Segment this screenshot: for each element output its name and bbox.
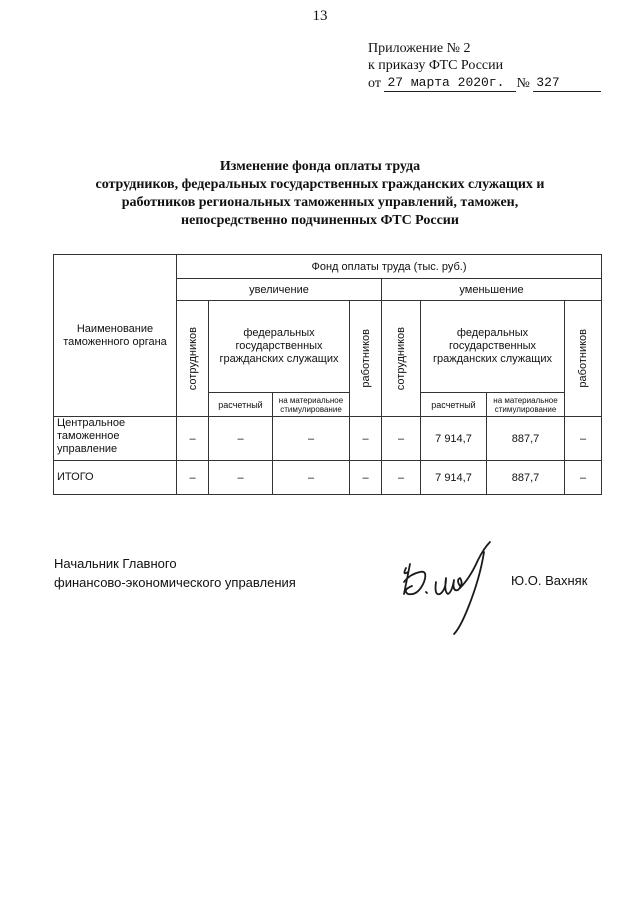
signature-stroke-initial bbox=[404, 564, 425, 594]
row-name: Центральное таможенное управление bbox=[54, 417, 177, 461]
title-line-1: Изменение фонда оплаты труда bbox=[219, 159, 421, 174]
table-row bbox=[54, 417, 602, 461]
cell-decrease-workers: – bbox=[565, 417, 602, 461]
header-increase-officers-text: сотрудников bbox=[186, 326, 199, 391]
cell-total-increase-incentive: – bbox=[273, 461, 350, 495]
signature-stroke-tail bbox=[454, 542, 490, 634]
signatory-position-line-2: финансово-экономического управления bbox=[54, 575, 296, 590]
signatory-position-line-1: Начальник Главного bbox=[54, 556, 177, 571]
cell-total-decrease-incentive: 887,7 bbox=[487, 461, 565, 495]
appendix-title: Приложение № 2 bbox=[368, 41, 471, 56]
header-increase-incentive: на материальное стимулирование bbox=[273, 393, 350, 417]
order-date: 27 марта 2020г. bbox=[384, 74, 516, 92]
header-customs-body-name: Наименование таможенного органа bbox=[54, 255, 177, 417]
appendix-block bbox=[368, 40, 601, 92]
cell-increase-calculated: – bbox=[209, 417, 273, 461]
title-line-2: сотрудников, федеральных государственных гражданских служащих и bbox=[95, 177, 545, 192]
cell-decrease-officers: – bbox=[382, 417, 421, 461]
signature-stroke-loop bbox=[436, 578, 462, 594]
from-label: от bbox=[368, 76, 381, 91]
header-increase-workers bbox=[350, 301, 382, 417]
appendix-date-line bbox=[368, 74, 601, 92]
header-increase-workers-text: работников bbox=[359, 329, 372, 388]
header-decrease-officers-text: сотрудников bbox=[395, 326, 407, 391]
table-row-total bbox=[54, 461, 602, 495]
number-label: № bbox=[516, 76, 530, 91]
cell-total-increase-officers: – bbox=[177, 461, 209, 495]
header-decrease-calculated: расчетный bbox=[421, 393, 487, 417]
header-decrease-workers bbox=[565, 301, 602, 417]
header-decrease-officers bbox=[382, 301, 421, 417]
handwritten-signature bbox=[398, 538, 508, 638]
header-increase-calculated: расчетный bbox=[209, 393, 273, 417]
header-increase-civil-servants: федеральных государственных гражданских служащих bbox=[209, 301, 350, 393]
header-decrease: уменьшение bbox=[382, 279, 602, 301]
signatory-name: Ю.О. Вахняк bbox=[511, 573, 588, 588]
header-increase-officers bbox=[177, 301, 209, 417]
cell-increase-workers: – bbox=[350, 417, 382, 461]
payroll-fund-table bbox=[53, 254, 602, 495]
header-decrease-civil-servants: федеральных государственных гражданских служащих bbox=[421, 301, 565, 393]
title-line-3: работников региональных таможенных управлений, таможен, bbox=[121, 195, 519, 210]
header-decrease-workers-text: работников bbox=[577, 329, 589, 388]
cell-increase-incentive: – bbox=[273, 417, 350, 461]
title-line-4: непосредственно подчиненных ФТС России bbox=[181, 213, 459, 228]
page-number: 13 bbox=[312, 8, 328, 24]
cell-total-increase-calculated: – bbox=[209, 461, 273, 495]
cell-total-increase-workers: – bbox=[350, 461, 382, 495]
header-increase: увеличение bbox=[177, 279, 382, 301]
header-payroll-fund: Фонд оплаты труда (тыс. руб.) bbox=[177, 255, 602, 279]
signature-stroke-dot bbox=[426, 592, 427, 593]
row-name-total: ИТОГО bbox=[54, 461, 177, 495]
cell-decrease-incentive: 887,7 bbox=[487, 417, 565, 461]
order-number: 327 bbox=[533, 74, 601, 92]
cell-total-decrease-workers: – bbox=[565, 461, 602, 495]
cell-increase-officers: – bbox=[177, 417, 209, 461]
document-title bbox=[40, 158, 600, 230]
cell-total-decrease-officers: – bbox=[382, 461, 421, 495]
appendix-order-ref: к приказу ФТС России bbox=[368, 58, 504, 73]
cell-decrease-calculated: 7 914,7 bbox=[421, 417, 487, 461]
header-decrease-incentive: на материальное стимулирование bbox=[487, 393, 565, 417]
cell-total-decrease-calculated: 7 914,7 bbox=[421, 461, 487, 495]
signatory-position bbox=[54, 554, 296, 592]
